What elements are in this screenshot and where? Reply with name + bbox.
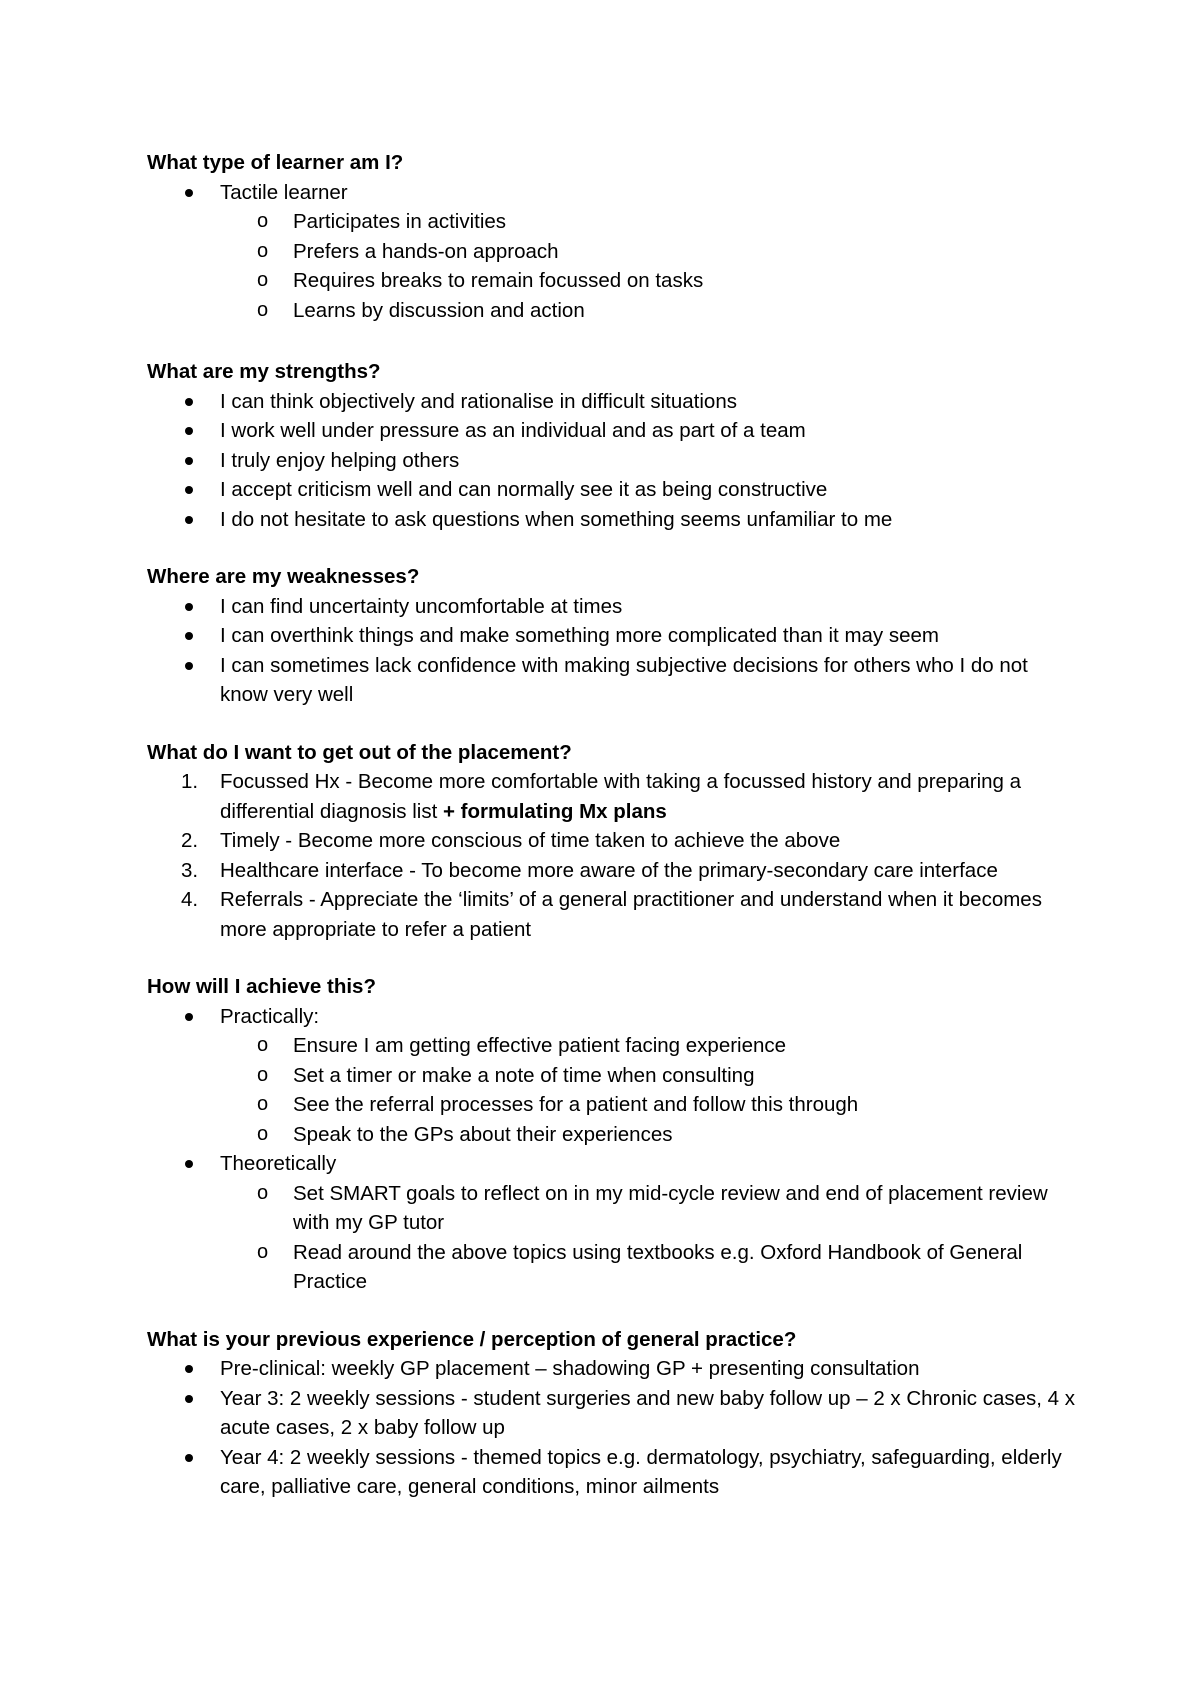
numbered-item [147,885,1077,944]
list-item [147,1002,1077,1032]
sub-list-item-text: Set SMART goals to reflect on in my mid-cycle review and end of placement review with my GP tutor [293,1181,1048,1234]
section-heading: What type of learner am I? [147,151,404,174]
sub-list-item [147,1120,1077,1150]
list-item [147,1443,1077,1502]
list-item [147,651,1077,710]
bullet-list [147,387,1077,535]
bullet-icon [185,592,205,622]
list-item-text: I do not hesitate to ask questions when something seems unfamiliar to me [220,507,893,531]
list-item-text: Year 4: 2 weekly sessions - themed topics e.g. dermatology, psychiatry, safeguarding, elderly care, palliative care, general conditions, minor ailments [220,1445,1062,1498]
section-heading: What are my strengths? [147,360,381,383]
list-item-text: I can sometimes lack confidence with making subjective decisions for others who I do not know very well [220,653,1028,706]
section-strengths [147,357,1077,534]
list-item [147,621,1077,651]
list-item [147,1149,1077,1179]
bullet-icon [185,1002,205,1032]
list-item [147,505,1077,535]
sub-list-item-text: Set a timer or make a note of time when consulting [293,1063,755,1087]
section-learner-type [147,148,1077,325]
sub-bullet-icon: o [257,298,269,321]
sub-bullet-icon: o [257,1093,269,1115]
bullet-icon [185,387,205,417]
sub-bullet-icon: o [257,210,269,232]
list-item [147,1354,1077,1384]
bullet-icon [185,621,205,651]
numbered-list [147,767,1077,944]
section-achievement-plan [147,972,1077,1297]
sub-list-item-text: Prefers a hands-on approach [293,239,559,263]
list-item [147,475,1077,505]
sub-list-item-text: See the referral processes for a patient and follow this through [293,1093,859,1116]
bullet-list [147,592,1077,710]
list-item-text: Focussed Hx - Become more comfortable with taking a focussed history and preparing a differential diagnosis list [220,770,1022,823]
bullet-icon [185,1354,205,1384]
numbered-item [147,767,1077,826]
sub-list-item [147,1179,1077,1238]
list-item [147,1384,1077,1443]
bullet-icon [185,416,205,446]
sub-list-item-text: Learns by discussion and action [293,298,585,322]
sub-list-item-text: Requires breaks to remain focussed on tasks [293,269,704,292]
document-body [147,148,1077,1502]
section-heading: Where are my weaknesses? [147,565,420,588]
sub-list-item-text: Read around the above topics using textbooks e.g. Oxford Handbook of General Practice [293,1240,1023,1293]
bullet-icon [185,505,205,535]
sub-bullet-icon: o [257,269,269,291]
list-item [147,592,1077,622]
list-item-text: Timely - Become more conscious of time taken to achieve the above [220,829,841,852]
sub-bullet-icon: o [257,1181,269,1204]
section-placement-goals [147,738,1077,945]
list-item [147,387,1077,417]
section-heading: What is your previous experience / perception of general practice? [147,1327,797,1351]
list-item-bold-text: + formulating Mx plans [442,799,667,823]
sub-list-item [147,237,1077,267]
numbered-item [147,856,1077,886]
item-number: 4. [181,888,199,911]
sub-list-item [147,296,1077,326]
list-item-text: Healthcare interface - To become more aware of the primary-secondary care interface [220,858,998,882]
sub-bullet-icon: o [257,1240,269,1263]
list-item [147,178,1077,208]
sub-list-item [147,266,1077,296]
list-item [147,416,1077,446]
item-number: 2. [181,829,199,852]
sub-list-item [147,1090,1077,1120]
list-item-text: I truly enjoy helping others [220,448,460,472]
list-item-text: Theoretically [220,1152,337,1175]
sub-bullet-icon: o [257,1122,269,1145]
item-number: 3. [181,858,199,882]
section-heading: How will I achieve this? [147,975,376,998]
item-number: 1. [181,770,199,793]
sub-bullet-icon: o [257,1063,269,1086]
section-previous-experience [147,1325,1077,1502]
bullet-icon [185,1443,205,1473]
list-item-text: Pre-clinical: weekly GP placement – shadowing GP + presenting consultation [220,1357,920,1380]
section-weaknesses [147,562,1077,710]
list-item [147,446,1077,476]
list-item-text: Tactile learner [220,180,348,204]
bullet-icon [185,178,205,208]
sub-list-item [147,1061,1077,1091]
bullet-list [147,1354,1077,1502]
list-item-text: I can find uncertainty uncomfortable at times [220,594,623,618]
bullet-icon [185,1384,205,1414]
bullet-list [147,1002,1077,1297]
section-heading: What do I want to get out of the placement? [147,740,572,764]
bullet-icon [185,475,205,505]
numbered-item [147,826,1077,856]
list-item-text: I can overthink things and make something more complicated than it may seem [220,624,939,647]
sub-list-item [147,207,1077,237]
sub-list-item-text: Participates in activities [293,210,507,233]
bullet-icon [185,1149,205,1179]
list-item-text: Referrals - Appreciate the ‘limits’ of a general practitioner and understand when it becomes more appropriate to refer a patient [220,888,1042,941]
list-item-text: I can think objectively and rationalise in difficult situations [220,389,737,413]
sub-list-item-text: Ensure I am getting effective patient facing experience [293,1034,787,1057]
bullet-list [147,178,1077,326]
list-item-text: Year 3: 2 weekly sessions - student surgeries and new baby follow up – 2 x Chronic cases, 4 x acute cases, 2 x baby follow up [220,1386,1076,1439]
sub-list-item [147,1238,1077,1297]
sub-bullet-icon: o [257,239,269,262]
list-item-text: I work well under pressure as an individual and as part of a team [220,419,806,442]
bullet-icon [185,446,205,476]
list-item-text: Practically: [220,1004,320,1028]
sub-list-item [147,1031,1077,1061]
bullet-icon [185,651,205,681]
list-item-text: I accept criticism well and can normally see it as being constructive [220,478,828,501]
sub-bullet-icon: o [257,1034,269,1056]
sub-list-item-text: Speak to the GPs about their experiences [293,1122,673,1146]
